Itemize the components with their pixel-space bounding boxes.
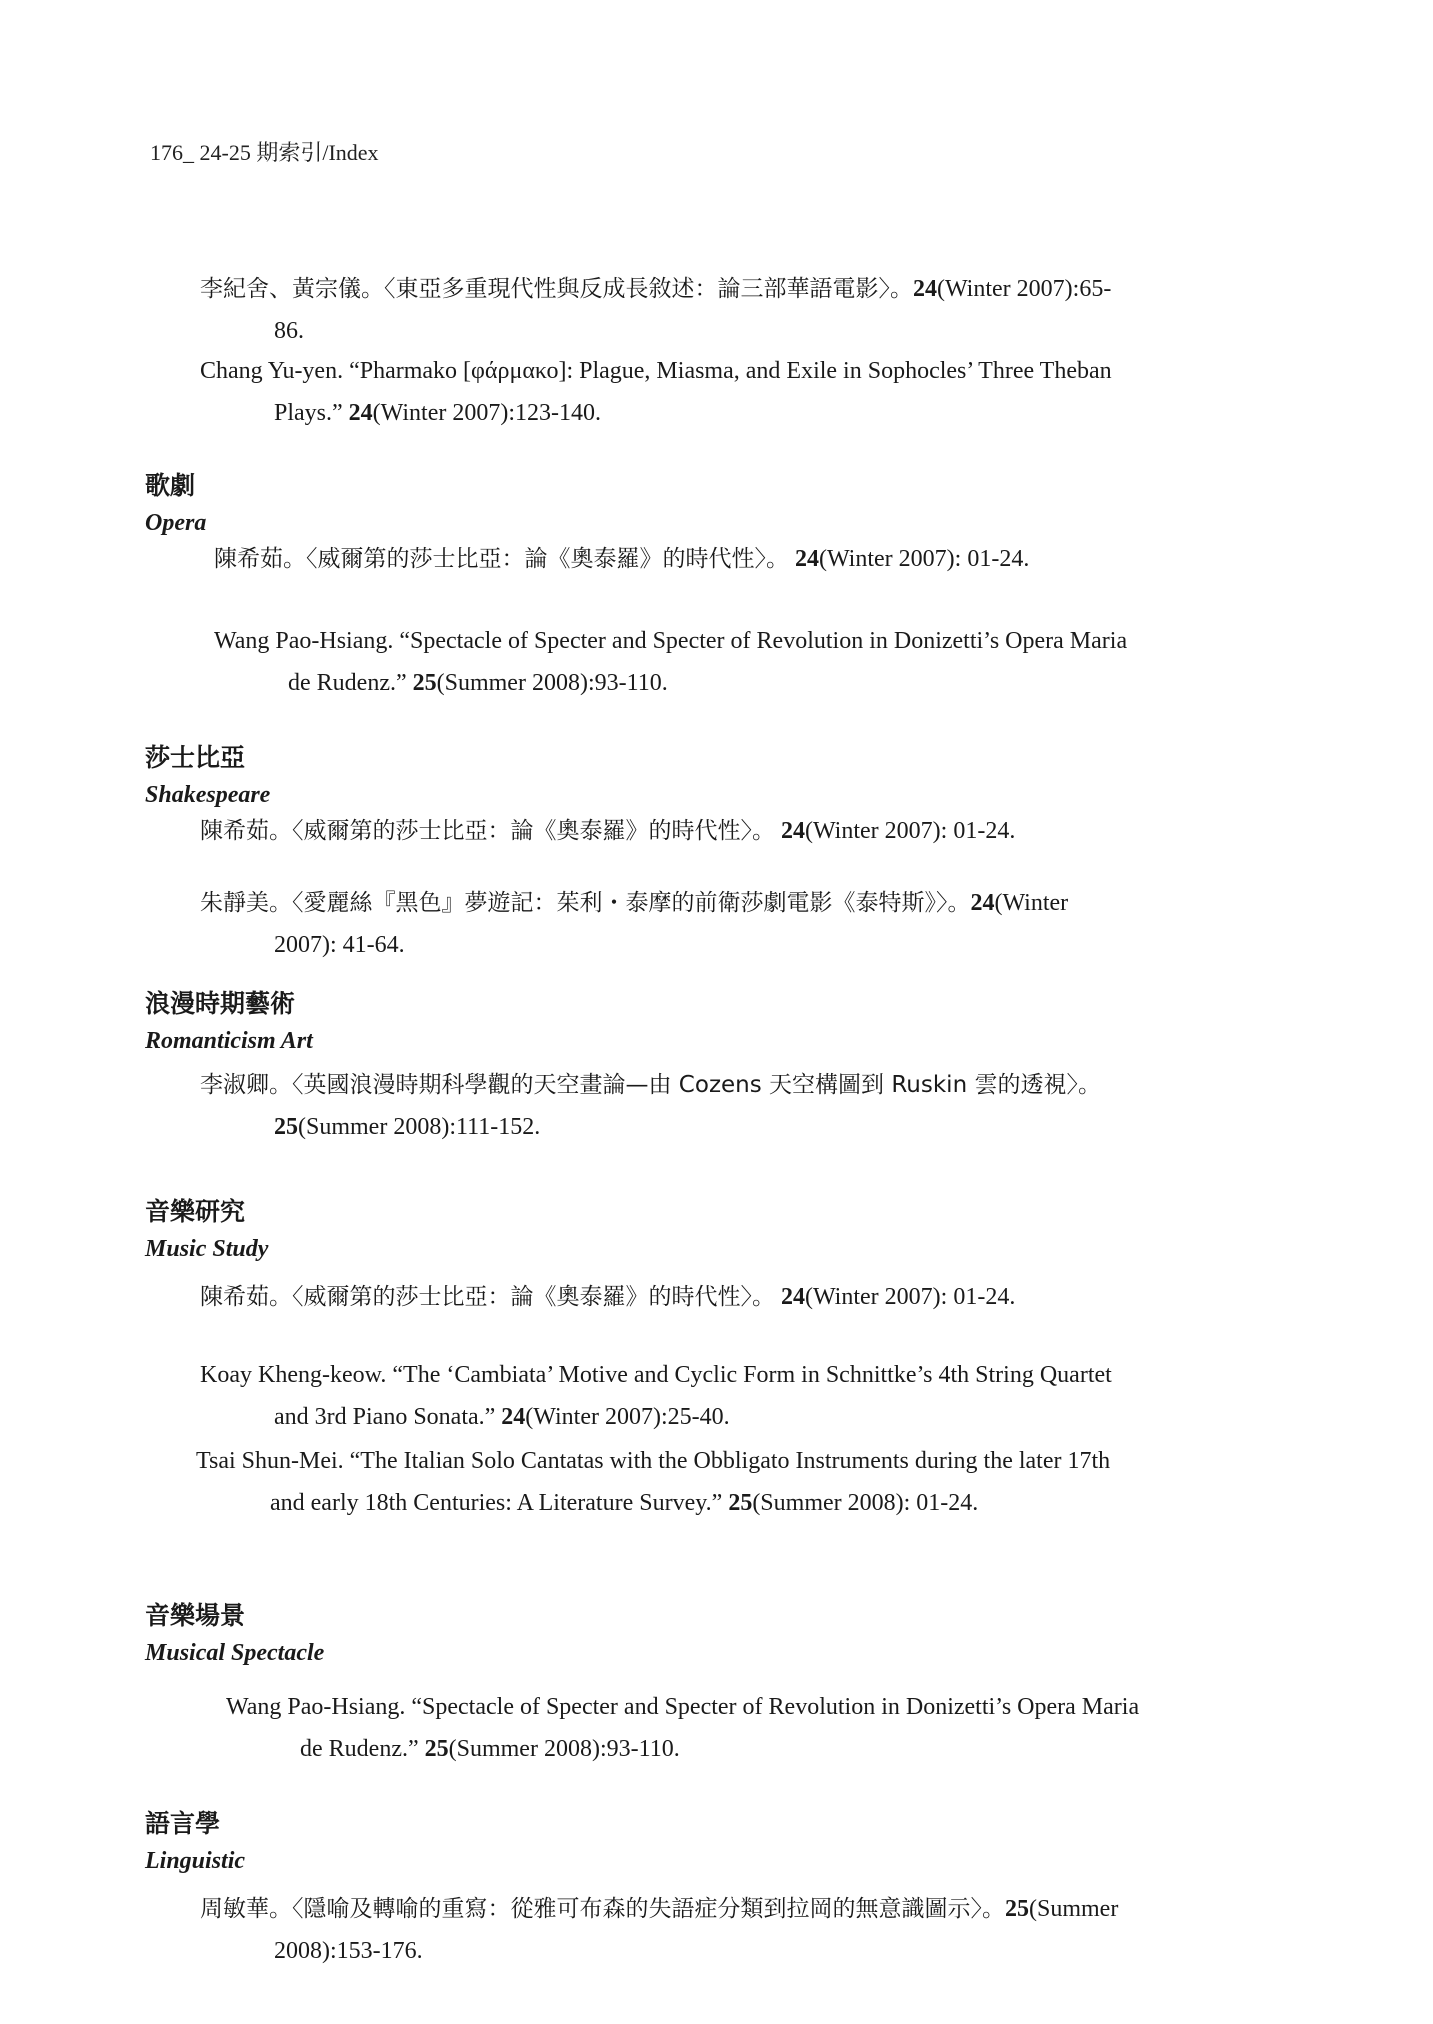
index-section-opera: [145, 470, 1145, 538]
entry-issue: (Winter 2007): 41-64.: [274, 890, 1069, 958]
index-entry: [196, 1440, 1126, 1524]
entry-zh-text: 陳希茹。〈威爾第的莎士比亞：論《奧泰羅》的時代性〉。: [200, 1284, 775, 1310]
entry-issue: (Summer 2008):153-176.: [274, 1896, 1119, 1964]
section-title-en: Opera: [145, 510, 207, 536]
index-section-musical-spectacle: [145, 1600, 1145, 1668]
section-title-en: Musical Spectacle: [145, 1640, 325, 1666]
index-entry: [226, 1686, 1156, 1770]
index-entry: [200, 1888, 1130, 1972]
entry-issue: (Winter 2007):123-140.: [372, 400, 601, 426]
section-title-zh: 莎士比亞: [145, 743, 246, 772]
entry-zh-text: 陳希茹。〈威爾第的莎士比亞：論《奧泰羅》的時代性〉。: [214, 546, 789, 572]
entry-volume: 24: [501, 1404, 526, 1430]
section-title-zh: 浪漫時期藝術: [145, 989, 296, 1018]
entry-issue: (Summer 2008):111-152.: [298, 1114, 541, 1140]
index-entry: [200, 1276, 1130, 1318]
index-section-linguistic: [145, 1808, 1145, 1876]
entry-zh-text: 李淑卿。〈英國浪漫時期科學觀的天空畫論—由 Cozens 天空構圖到 Ruskin 雲的透視〉。: [200, 1072, 1101, 1098]
index-entry: [200, 268, 1130, 352]
section-title-en: Shakespeare: [145, 782, 271, 808]
entry-volume: 25: [412, 670, 437, 696]
entry-issue: (Winter 2007): 01-24.: [805, 818, 1016, 844]
entry-zh-text: 李紀舍、黃宗儀。〈東亞多重現代性與反成長敘述：論三部華語電影〉。: [200, 276, 913, 302]
index-entry: [214, 620, 1144, 704]
section-title-zh: 音樂場景: [145, 1601, 246, 1630]
entry-volume: 25: [274, 1114, 298, 1140]
entry-issue: (Summer 2008): 01-24.: [752, 1490, 979, 1516]
entry-volume: 24: [913, 276, 937, 302]
entry-volume: 24: [348, 400, 373, 426]
index-section-music-study: [145, 1196, 1145, 1264]
section-title-zh: 語言學: [145, 1809, 221, 1838]
entry-en-text: Tsai Shun-Mei. “The Italian Solo Cantatas with the Obbligato Instruments during the later 17th and early 18th Centuries: A Literature Survey.”: [196, 1448, 1111, 1516]
entry-volume: 25: [424, 1736, 449, 1762]
section-title-en: Romanticism Art: [145, 1028, 313, 1054]
entry-issue: (Winter 2007):65-86.: [274, 276, 1112, 344]
entry-issue: (Winter 2007): 01-24.: [805, 1284, 1016, 1310]
section-title-en: Music Study: [145, 1236, 269, 1262]
entry-volume: 25: [1005, 1896, 1029, 1922]
index-entry: [200, 810, 1130, 852]
entry-zh-text: 朱靜美。〈愛麗絲『黑色』夢遊記：茱利・泰摩的前衛莎劇電影《泰特斯》〉。: [200, 890, 971, 916]
index-entry: [214, 538, 1144, 580]
entry-en-text: Chang Yu-yen. “Pharmako [φάρμακο]: Plague, Miasma, and Exile in Sophocles’ Three Theban Plays.”: [200, 358, 1112, 426]
index-section-shakespeare: [145, 742, 1145, 810]
entry-issue: (Winter 2007): 01-24.: [819, 546, 1030, 572]
entry-en-text: Wang Pao-Hsiang. “Spectacle of Specter and Specter of Revolution in Donizetti’s Opera Maria de Rudenz.”: [226, 1694, 1140, 1762]
entry-volume: 24: [795, 546, 819, 572]
entry-issue: (Summer 2008):93-110.: [436, 670, 668, 696]
entry-en-text: Koay Kheng-keow. “The ‘Cambiata’ Motive and Cyclic Form in Schnittke’s 4th String Quartet and 3rd Piano Sonata.”: [200, 1362, 1112, 1430]
entry-issue: (Winter 2007):25-40.: [525, 1404, 730, 1430]
index-entry: [200, 1064, 1130, 1148]
index-section-romanticism-art: [145, 988, 1145, 1056]
entry-en-text: Wang Pao-Hsiang. “Spectacle of Specter and Specter of Revolution in Donizetti’s Opera Maria de Rudenz.”: [214, 628, 1128, 696]
index-entry: [200, 882, 1130, 966]
entry-zh-text: 陳希茹。〈威爾第的莎士比亞：論《奧泰羅》的時代性〉。: [200, 818, 775, 844]
section-title-zh: 歌劇: [145, 471, 196, 500]
entry-volume: 24: [970, 890, 995, 916]
entry-zh-text: 周敏華。〈隱喻及轉喻的重寫：從雅可布森的失語症分類到拉岡的無意識圖示〉。: [200, 1896, 1005, 1922]
section-title-en: Linguistic: [145, 1848, 246, 1874]
index-entry: [200, 350, 1130, 434]
section-title-zh: 音樂研究: [145, 1197, 246, 1226]
entry-volume: 24: [781, 1284, 805, 1310]
index-entry: [200, 1354, 1130, 1438]
entry-issue: (Summer 2008):93-110.: [448, 1736, 680, 1762]
entry-volume: 25: [728, 1490, 753, 1516]
entry-volume: 24: [781, 818, 805, 844]
page-header: 176_ 24-25 期索引/Index: [150, 140, 379, 165]
